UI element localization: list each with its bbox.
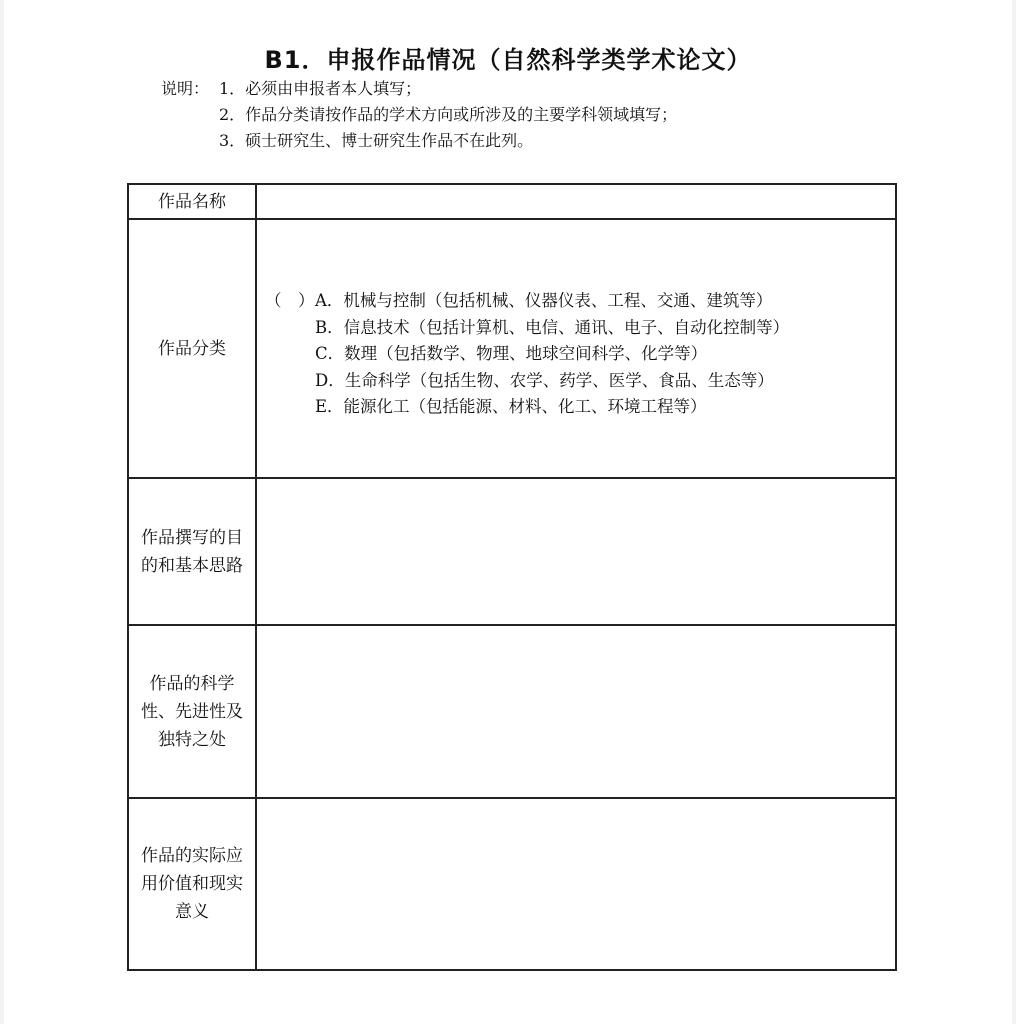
label-work-name: 作品名称 [128,184,256,219]
label-work-category: 作品分类 [128,219,256,478]
instruction-1: 说明： 1．必须由申报者本人填写； [161,76,677,102]
field-science[interactable] [256,625,896,798]
category-choice-blank[interactable]: （ ） [265,291,315,310]
row-science [128,625,896,798]
application-form-table [127,183,897,971]
instructions-prefix: 说明： [161,79,210,98]
row-value [128,798,896,970]
label-science: 作品的科学 性、先进性及 独特之处 [128,625,256,798]
field-work-category[interactable] [256,219,896,478]
field-work-name[interactable] [256,184,896,219]
category-option-d[interactable]: D．生命科学（包括生物、农学、药学、医学、食品、生态等） [315,370,774,390]
category-options [265,288,895,421]
field-purpose[interactable] [256,478,896,625]
instruction-2: 2．作品分类请按作品的学术方向或所涉及的主要学科领域填写； [219,105,678,124]
row-work-name [128,184,896,219]
label-purpose: 作品撰写的目 的和基本思路 [128,478,256,625]
page-title: B1．申报作品情况（自然科学类学术论文） [264,46,752,74]
category-option-a[interactable]: （ ）A．机械与控制（包括机械、仪器仪表、工程、交通、建筑等） [265,288,895,315]
category-option-c[interactable]: C．数理（包括数学、物理、地球空间科学、化学等） [315,344,708,363]
instructions [161,76,677,154]
row-purpose [128,478,896,625]
row-work-category [128,219,896,478]
label-value: 作品的实际应 用价值和现实 意义 [128,798,256,970]
category-option-b[interactable]: B．信息技术（包括计算机、电信、通讯、电子、自动化控制等） [315,317,790,337]
document-page [4,0,1012,1024]
field-value[interactable] [256,798,896,970]
instruction-3: 3．硕士研究生、博士研究生作品不在此列。 [219,131,534,150]
category-option-e[interactable]: E．能源化工（包括能源、材料、化工、环境工程等） [315,397,707,416]
